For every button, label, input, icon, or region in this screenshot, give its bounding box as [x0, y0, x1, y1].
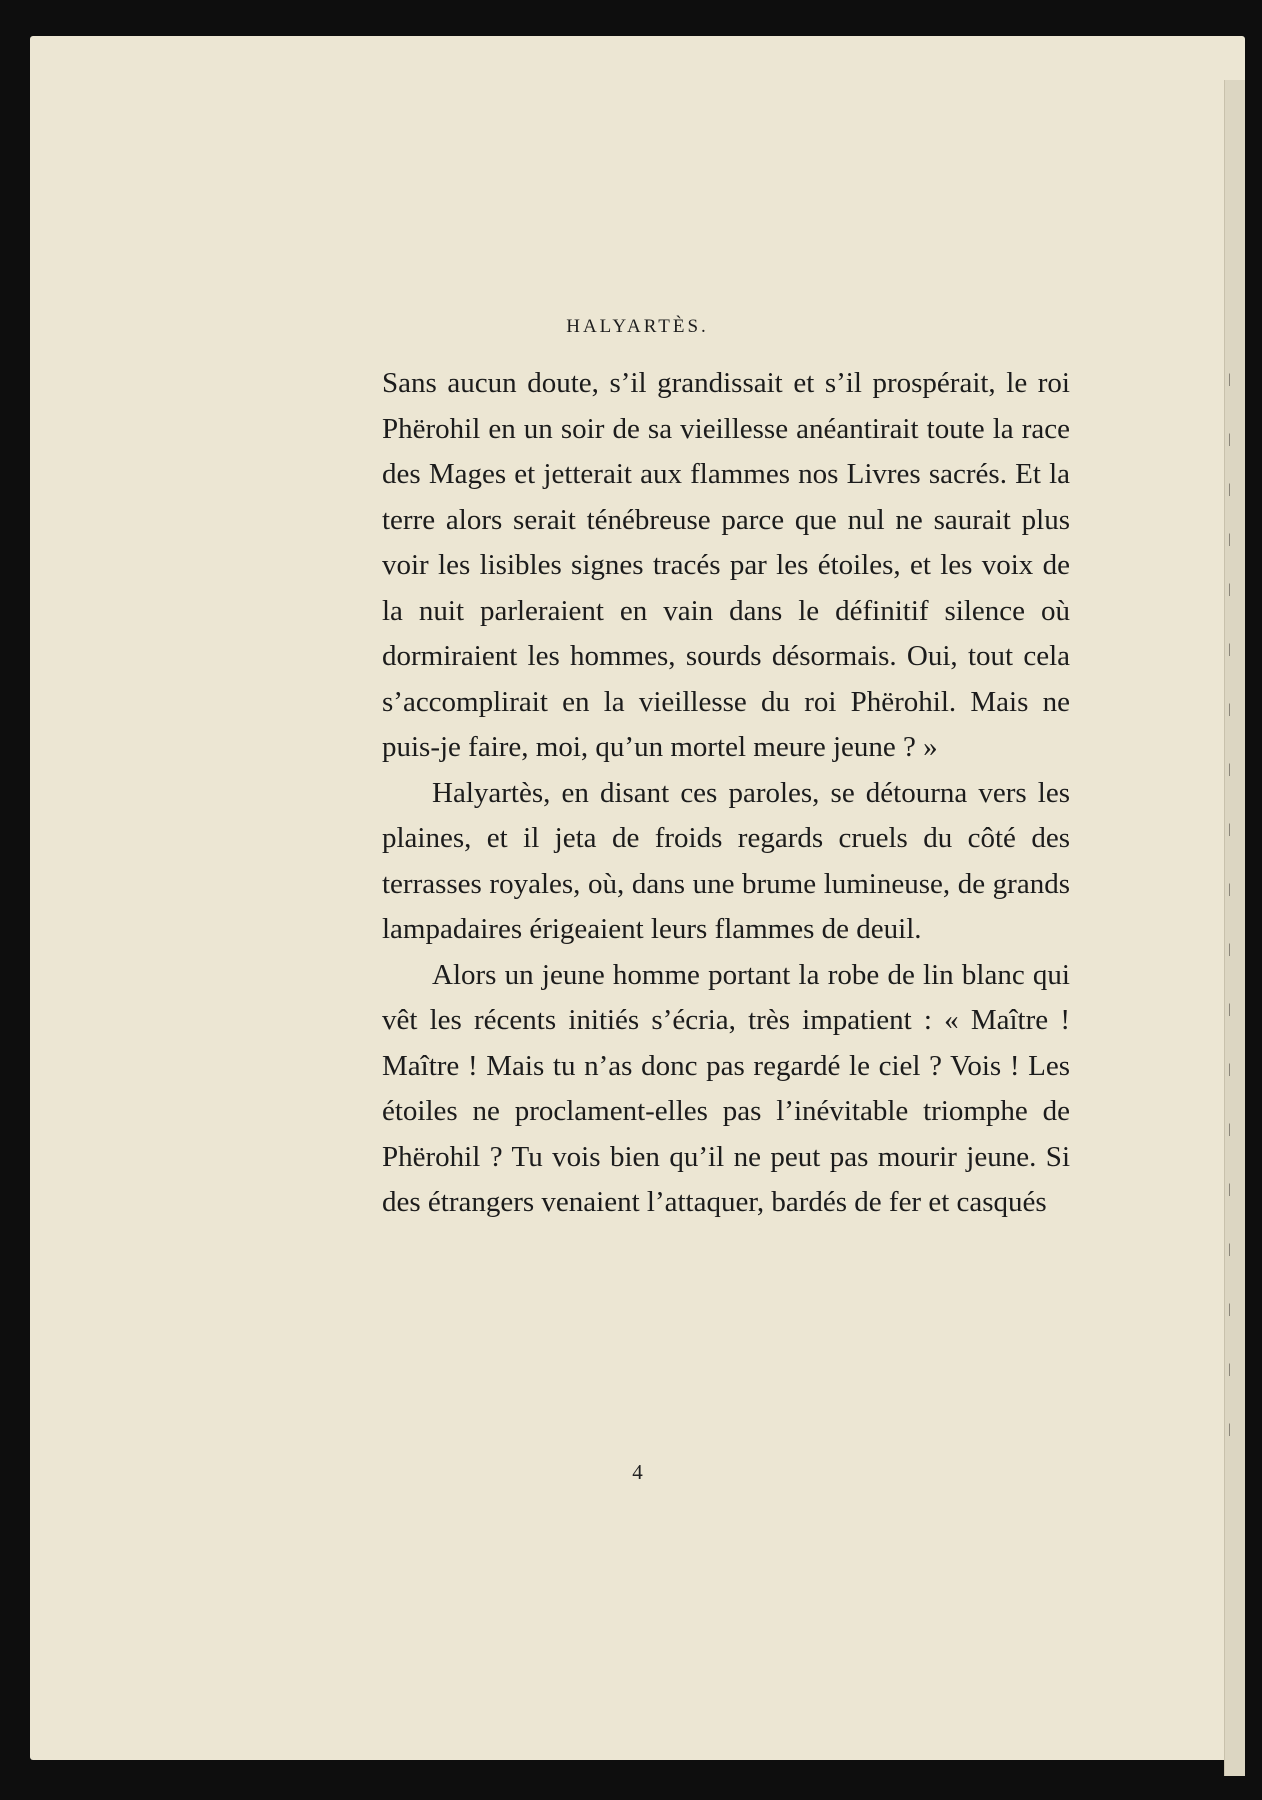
paragraph-3: Alors un jeune homme portant la robe de lin blanc qui vêt les récents initiés s’écria, très impatient : « Maître ! Maître ! Mais tu n’as donc pas regardé le ciel ? Vois ! Les étoiles ne proclament-elles pas l’inévitable triomphe de Phërohil ? Tu vois bien qu’il ne peut pas mourir jeune. Si des étrangers venaient l’attaquer, bardés de fer et casqués	[382, 958, 1070, 1218]
body-text	[382, 361, 1070, 1226]
next-page-edge: | | | | | | | | | | | | | | | | | | |	[1224, 80, 1245, 1776]
page-number: 4	[632, 1460, 643, 1484]
book-page	[30, 36, 1245, 1760]
running-head: HALYARTÈS.	[566, 316, 709, 337]
paragraph-1: Sans aucun doute, s’il grandissait et s’il prospérait, le roi Phërohil en un soir de sa vieillesse anéantirait toute la race des Mages et jetterait aux flammes nos Livres sacrés. Et la terre alors serait ténébreuse parce que nul ne saurait plus voir les lisibles signes tracés par les étoiles, et les voix de la nuit parleraient en vain dans le définitif silence où dormiraient les hommes, sourds désormais. Oui, tout cela s’accomplirait en la vieillesse du roi Phërohil. Mais ne puis-je faire, moi, qu’un mortel meure jeune ? »	[382, 367, 1070, 763]
paragraph-2: Halyartès, en disant ces paroles, se détourna vers les plaines, et il jeta de froids regards cruels du côté des terrasses royales, où, dans une brume lumineuse, de grands lampadaires érigeaient leurs flammes de deuil.	[382, 776, 1070, 945]
